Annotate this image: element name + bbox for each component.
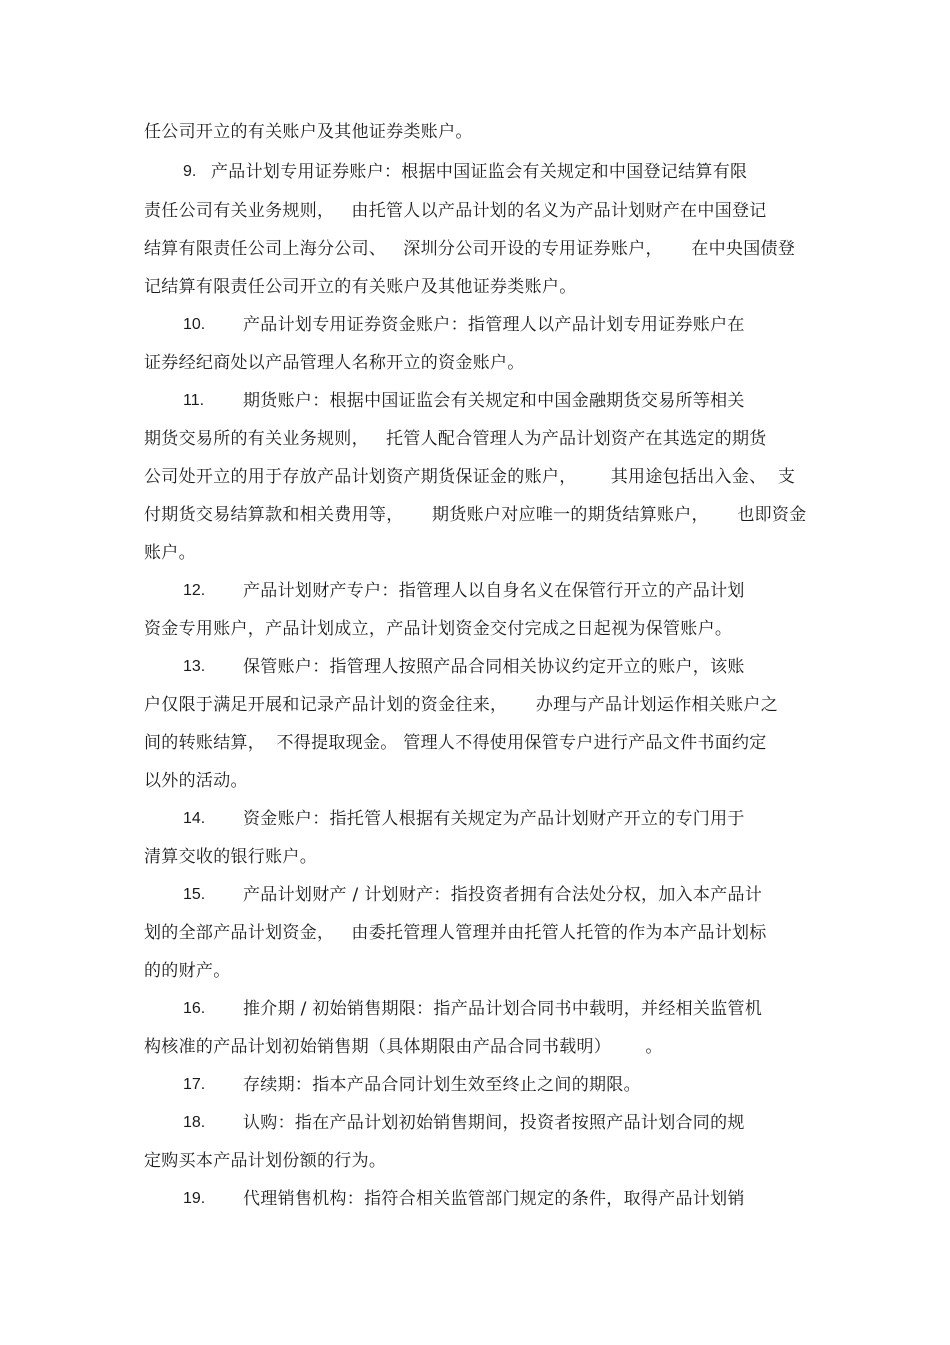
body-line: 清算交收的银行账户。 [144, 847, 317, 867]
body-line: 间的转账结算， 不得提取现金。 管理人不得使用保管专户进行产品文件书面约定 [144, 733, 767, 753]
item-heading-text: 资金账户：指托管人根据有关规定为产品计划财产开立的专门用于 [243, 809, 745, 829]
body-line: 结算有限责任公司上海分公司、 深圳分公司开设的专用证券账户， 在中央国债登 [144, 239, 796, 259]
item-number: 10. [183, 316, 206, 333]
body-line: 以外的活动。 [144, 771, 248, 791]
body-line: 证券经纪商处以产品管理人名称开立的资金账户。 [144, 353, 525, 373]
item-heading-text: 产品计划财产 / 计划财产：指投资者拥有合法处分权，加入本产品计 [243, 885, 763, 905]
item-number: 13. [183, 658, 206, 675]
body-line: 责任公司有关业务规则， 由托管人以产品计划的名义为产品计划财产在中国登记 [144, 201, 767, 221]
body-line: 划的全部产品计划资金， 由委托管理人管理并由托管人托管的作为本产品计划标 [144, 923, 767, 943]
body-line: 任公司开立的有关账户及其他证券类账户。 [144, 122, 473, 142]
body-line: 定购买本产品计划份额的行为。 [144, 1151, 387, 1171]
body-line: 户仅限于满足开展和记录产品计划的资金往来， 办理与产品计划运作相关账户之 [144, 695, 779, 715]
item-number: 19. [183, 1190, 206, 1207]
body-line: 期货交易所的有关业务规则， 托管人配合管理人为产品计划资产在其选定的期货 [144, 429, 767, 449]
body-line: 的的财产。 [144, 961, 231, 981]
item-heading-text: 期货账户：根据中国证监会有关规定和中国金融期货交易所等相关 [243, 391, 745, 411]
item-number: 17. [183, 1076, 206, 1093]
body-line: 付期货交易结算款和相关费用等， 期货账户对应唯一的期货结算账户， 也即资金 [144, 505, 807, 525]
item-heading-text: 认购：指在产品计划初始销售期间，投资者按照产品计划合同的规 [243, 1113, 745, 1133]
body-line: 资金专用账户，产品计划成立，产品计划资金交付完成之日起视为保管账户。 [144, 619, 733, 639]
body-line: 构核准的产品计划初始销售期（具体期限由产品合同书载明） 。 [144, 1037, 663, 1057]
item-heading-text: 产品计划专用证券账户：根据中国证监会有关规定和中国登记结算有限 [211, 162, 748, 182]
item-number: 18. [183, 1114, 206, 1131]
body-line: 记结算有限责任公司开立的有关账户及其他证券类账户。 [144, 277, 577, 297]
item-heading-text: 推介期 / 初始销售期限：指产品计划合同书中载明，并经相关监管机 [243, 999, 763, 1019]
item-heading-text: 产品计划财产专户：指管理人以自身名义在保管行开立的产品计划 [243, 581, 745, 601]
item-number: 11. [183, 392, 205, 409]
item-number: 14. [183, 810, 206, 827]
item-number: 15. [183, 886, 206, 903]
body-line: 账户。 [144, 543, 196, 563]
item-number: 16. [183, 1000, 206, 1017]
item-number: 9. [183, 163, 197, 180]
item-heading-text: 保管账户：指管理人按照产品合同相关协议约定开立的账户，该账 [243, 657, 745, 677]
body-line: 公司处开立的用于存放产品计划资产期货保证金的账户， 其用途包括出入金、 支 [144, 467, 796, 487]
item-number: 12. [183, 582, 206, 599]
item-heading-text: 存续期：指本产品合同计划生效至终止之间的期限。 [243, 1075, 641, 1095]
item-heading-text: 代理销售机构：指符合相关监管部门规定的条件，取得产品计划销 [243, 1189, 745, 1209]
item-heading-text: 产品计划专用证券资金账户：指管理人以产品计划专用证券账户在 [243, 315, 745, 335]
